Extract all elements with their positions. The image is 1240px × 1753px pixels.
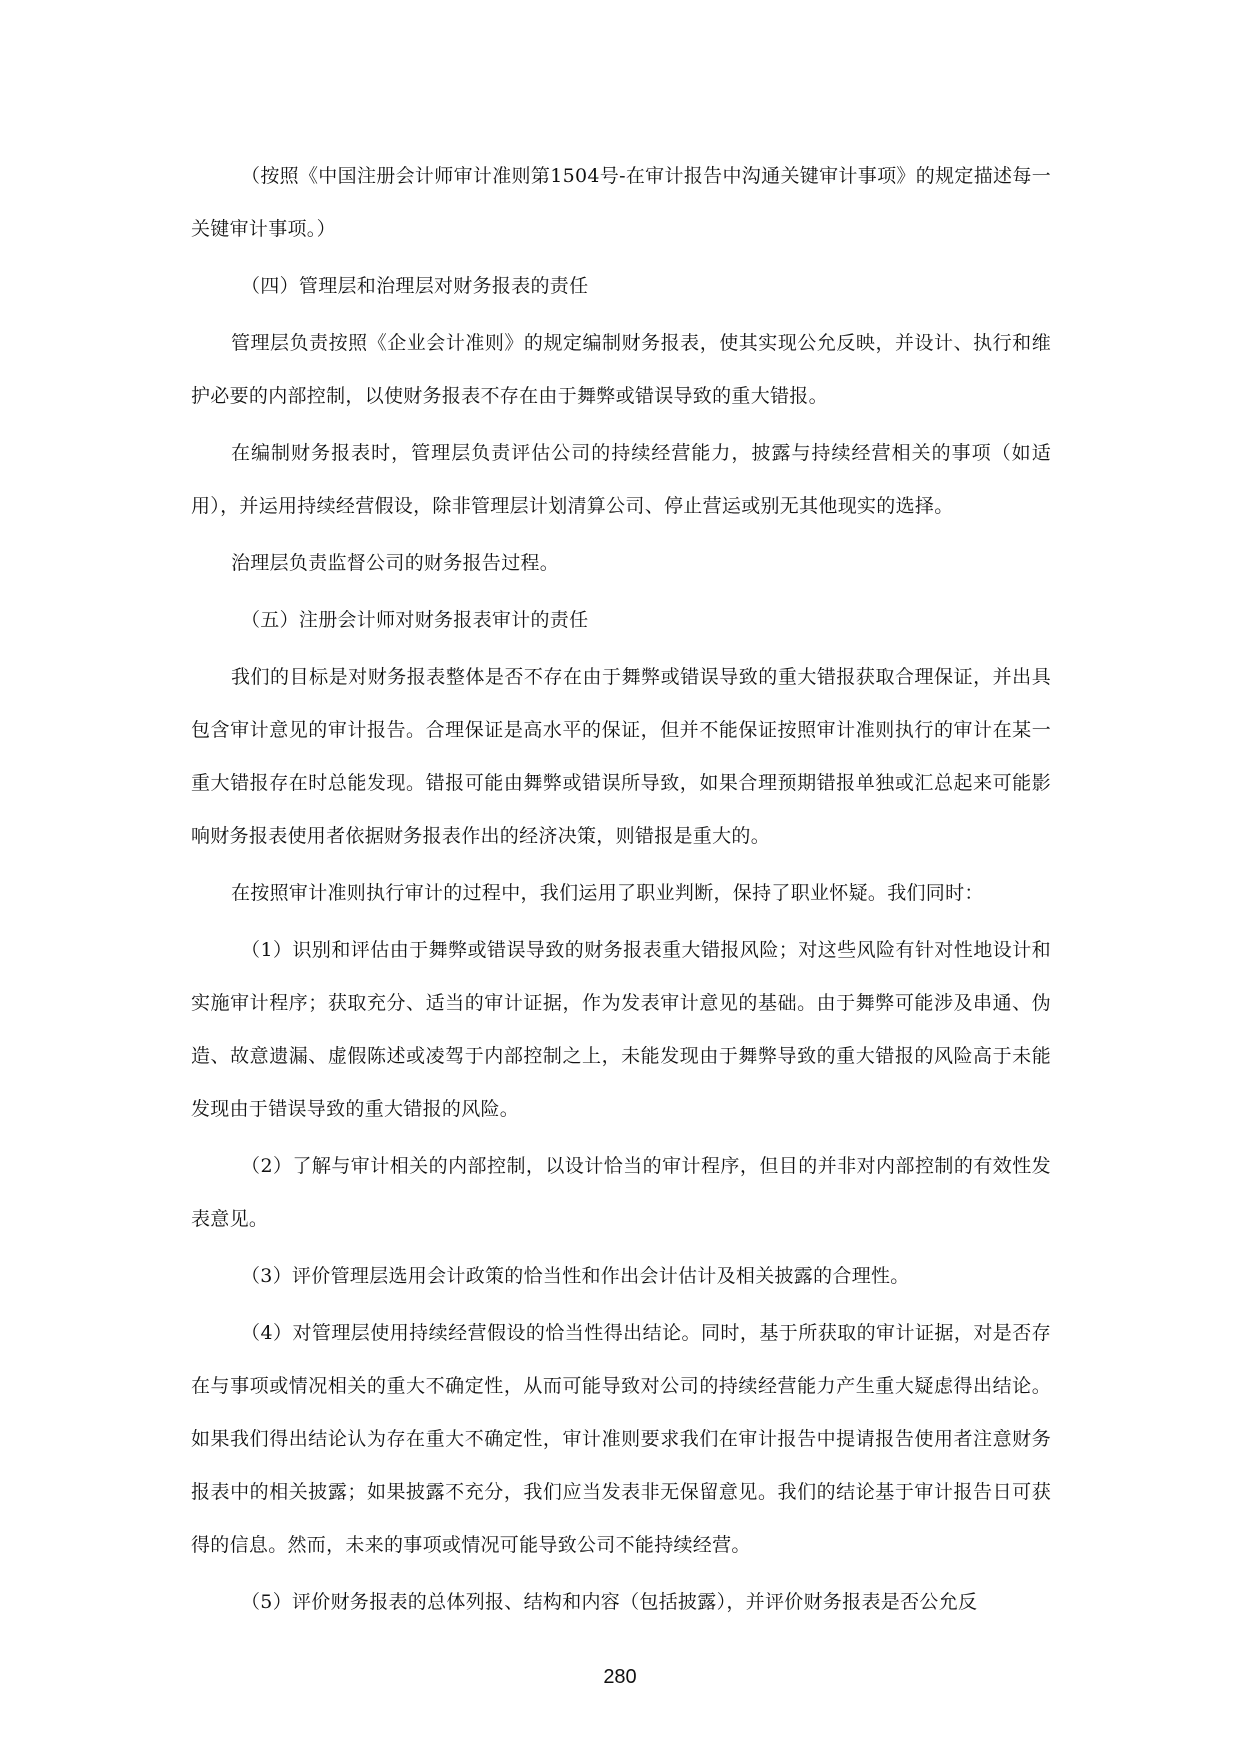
section-heading-management-responsibility: （四）管理层和治理层对财务报表的责任 [241, 275, 589, 297]
key-audit-matter-note: （按照《中国注册会计师审计准则第1504号-在审计报告中沟通关键审计事项》的规定描述每一关键审计事项。） [191, 165, 1051, 240]
list-item-internal-control: （2）了解与审计相关的内部控制，以设计恰当的审计程序，但目的并非对内部控制的有效性发表意见。 [191, 1155, 1051, 1230]
paragraph-professional-judgment: 在按照审计准则执行审计的过程中，我们运用了职业判断，保持了职业怀疑。我们同时： [231, 882, 984, 904]
section-heading-auditor-responsibility: （五）注册会计师对财务报表审计的责任 [241, 609, 589, 631]
paragraph-management-responsibility: 管理层负责按照《企业会计准则》的规定编制财务报表，使其实现公允反映，并设计、执行和维护必要的内部控制，以使财务报表不存在由于舞弊或错误导致的重大错报。 [191, 332, 1051, 407]
paragraph-governance-oversight: 治理层负责监督公司的财务报告过程。 [231, 552, 560, 574]
paragraph-going-concern-assessment: 在编制财务报表时，管理层负责评估公司的持续经营能力，披露与持续经营相关的事项（如适用），并运用持续经营假设，除非管理层计划清算公司、停止营运或别无其他现实的选择。 [191, 442, 1051, 517]
list-item-going-concern-conclusion: （4）对管理层使用持续经营假设的恰当性得出结论。同时，基于所获取的审计证据，对是否存在与事项或情况相关的重大不确定性，从而可能导致对公司的持续经营能力产生重大疑虑得出结论。如果我们得出结论认为存在重大不确定性，审计准则要求我们在审计报告中提请报告使用者注意财务报表中的相关披露；如果披露不充分，我们应当发表非无保留意见。我们的结论基于审计报告日可获得的信息。然而，未来的事项或情况可能导致公司不能持续经营。 [191, 1322, 1051, 1556]
list-item-risk-identification: （1）识别和评估由于舞弊或错误导致的财务报表重大错报风险；对这些风险有针对性地设计和实施审计程序；获取充分、适当的审计证据，作为发表审计意见的基础。由于舞弊可能涉及串通、伪造、故意遗漏、虚假陈述或凌驾于内部控制之上，未能发现由于舞弊导致的重大错报的风险高于未能发现由于错误导致的重大错报的风险。 [191, 939, 1051, 1120]
paragraph-audit-objective: 我们的目标是对财务报表整体是否不存在由于舞弊或错误导致的重大错报获取合理保证，并出具包含审计意见的审计报告。合理保证是高水平的保证，但并不能保证按照审计准则执行的审计在某一重大错报存在时总能发现。错报可能由舞弊或错误所导致，如果合理预期错报单独或汇总起来可能影响财务报表使用者依据财务报表作出的经济决策，则错报是重大的。 [191, 666, 1051, 847]
page-number: 280 [603, 1666, 637, 1688]
document-body [191, 150, 1051, 1633]
list-item-accounting-policies: （3）评价管理层选用会计政策的恰当性和作出会计估计及相关披露的合理性。 [241, 1265, 910, 1287]
list-item-overall-presentation: （5）评价财务报表的总体列报、结构和内容（包括披露），并评价财务报表是否公允反 [241, 1591, 978, 1613]
